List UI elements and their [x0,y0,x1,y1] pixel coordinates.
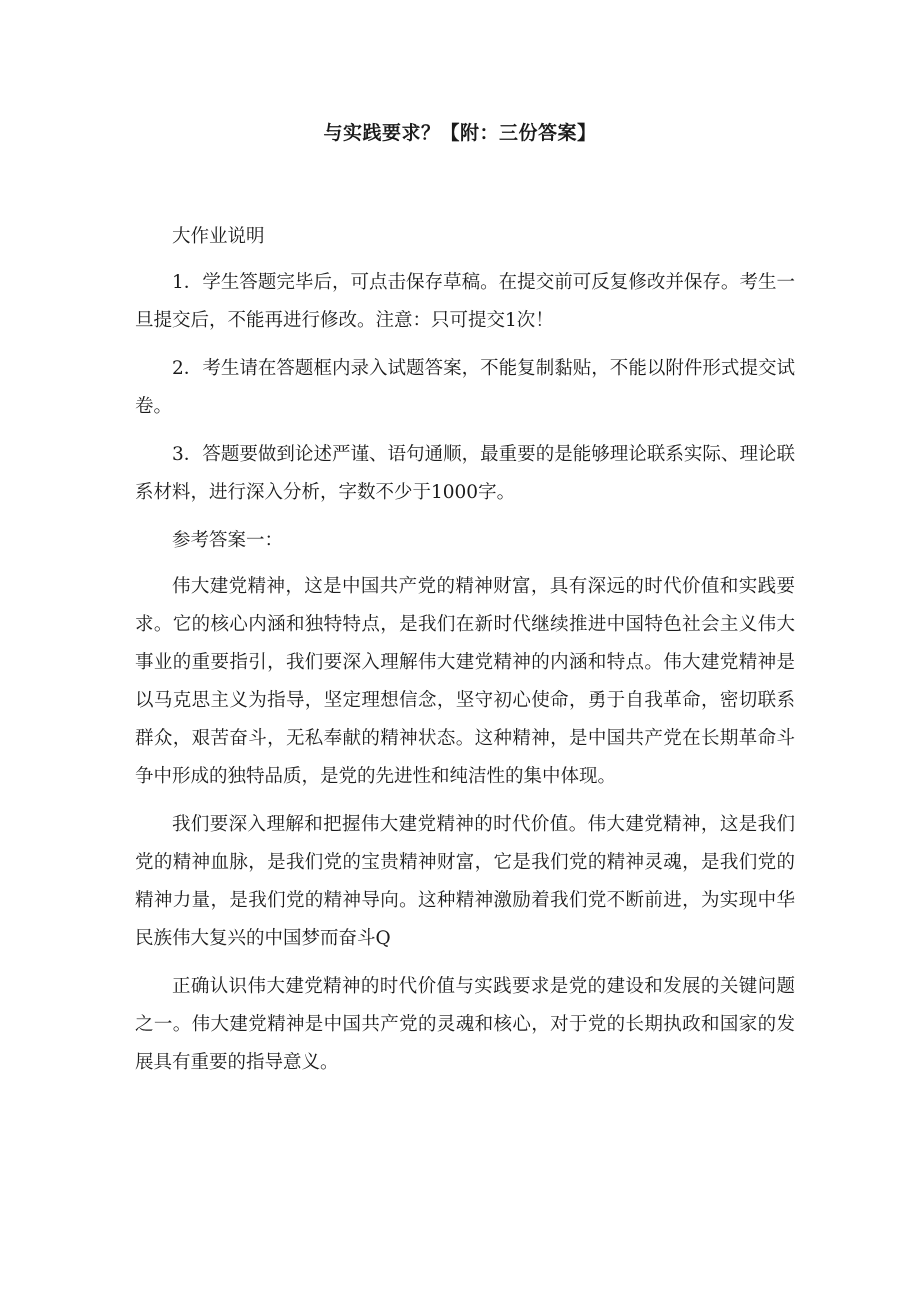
answer-paragraph-2: 我们要深入理解和把握伟大建党精神的时代价值。伟大建党精神，这是我们党的精神血脉，是我们党的宝贵精神财富，它是我们党的精神灵魂，是我们党的精神力量，是我们党的精神导向。这种精神激励着我们党不断前进，为实现中华民族伟大复兴的中国梦而奋斗Q [135,814,795,949]
document-title: 与实践要求？【附：三份答案】 [323,122,597,144]
instruction-item-1: 1．学生答题完毕后，可点击保存草稿。在提交前可反复修改并保存。考生一旦提交后，不能再进行修改。注意：只可提交1次！ [135,272,795,331]
document-body [135,218,795,1092]
instruction-item-3: 3．答题要做到论述严谨、语句通顺，最重要的是能够理论联系实际、理论联系材料，进行深入分析，字数不少于1000字。 [135,444,795,503]
instructions-heading: 大作业说明 [172,226,265,247]
answer-paragraph-1: 伟大建党精神，这是中国共产党的精神财富，具有深远的时代价值和实践要求。它的核心内涵和独特特点，是我们在新时代继续推进中国特色社会主义伟大事业的重要指引，我们要深入理解伟大建党精神的内涵和特点。伟大建党精神是以马克思主义为指导，坚定理想信念，坚守初心使命，勇于自我革命，密切联系群众，艰苦奋斗，无私奉献的精神状态。这种精神，是中国共产党在长期革命斗争中形成的独特品质，是党的先进性和纯洁性的集中体现。 [135,576,795,787]
answer-paragraph-3: 正确认识伟大建党精神的时代价值与实践要求是党的建设和发展的关键问题之一。伟大建党精神是中国共产党的灵魂和核心，对于党的长期执政和国家的发展具有重要的指导意义。 [135,976,795,1073]
answer-heading: 参考答案一： [172,530,284,551]
instruction-item-2: 2．考生请在答题框内录入试题答案，不能复制黏贴，不能以附件形式提交试卷。 [135,358,795,417]
